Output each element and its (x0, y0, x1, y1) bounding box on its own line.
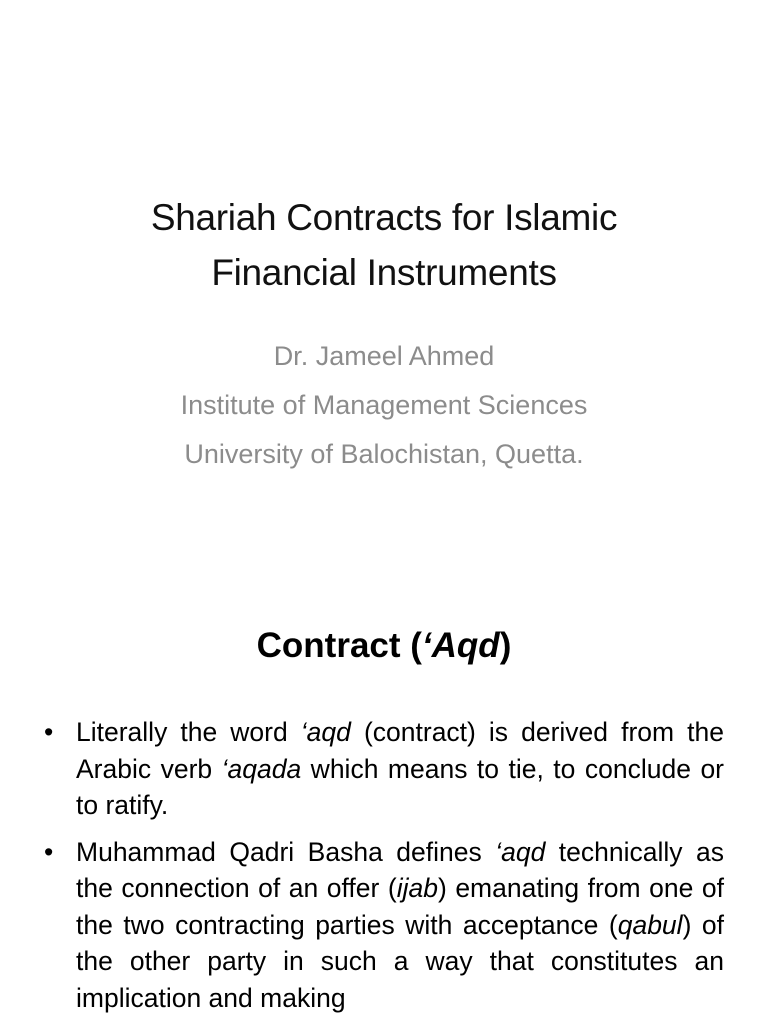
bullet2-text-3: ) emanating from one of the two contracting parties with acceptance ( (76, 873, 725, 940)
author-name: Dr. Jameel Ahmed (273, 341, 495, 371)
bullet1-term-aqada: ‘aqada (221, 753, 302, 784)
bullet-item-technical-definition (40, 834, 724, 1017)
bullet1-text-1: Literally the word (76, 717, 301, 747)
bullet2-term-ijab: ijab (396, 873, 438, 903)
slide-title (40, 190, 728, 300)
bullet2-text-1: Muhammad Qadri Basha defines (76, 836, 496, 867)
bullet1-text-2: (contract) is derived from the Arabic verb (76, 717, 724, 784)
bullet2-text-4: ) of the other party in such a way that constitutes an implication and making (76, 909, 724, 1013)
slide-title-line-1: Shariah Contracts for Islamic (150, 197, 618, 238)
bullet-dot-icon: • (44, 717, 54, 747)
bullet-item-literal-meaning (40, 714, 724, 824)
bullet2-term-aqd: ‘aqd (495, 836, 546, 867)
heading-prefix: Contract ( (256, 626, 422, 665)
bullet2-text-2: technically as the connection of an offer ( (76, 836, 724, 903)
university-name: University of Balochistan, Quetta. (184, 439, 584, 469)
bullet2-term-qabul: qabul (617, 909, 683, 940)
bullet1-term-aqd: ‘aqd (300, 717, 351, 747)
heading-term: ‘Aqd (421, 626, 500, 665)
contract-slide (0, 576, 768, 1024)
slide-title-line-2: Financial Instruments (211, 252, 557, 293)
institute-name: Institute of Management Sciences (180, 390, 588, 420)
contract-heading (40, 626, 728, 666)
heading-suffix: ) (499, 626, 512, 665)
slide-subtitle (40, 332, 728, 479)
bullet1-text-3: which means to tie, to conclude or to ratify. (76, 753, 725, 820)
bullet-list (40, 714, 724, 1024)
bullet-dot-icon: • (44, 836, 54, 867)
